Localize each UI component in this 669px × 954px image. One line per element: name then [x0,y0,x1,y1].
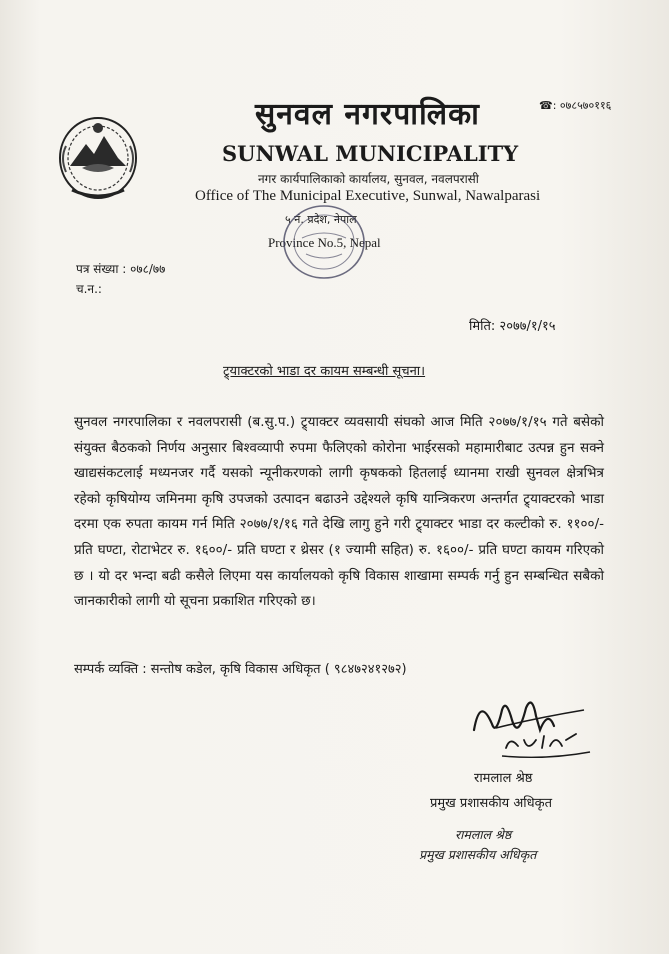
title-nepali: सुनवल नगरपालिका [255,97,480,132]
office-english: Office of The Municipal Executive, Sunwal, Nawalparasi [195,188,541,204]
notice-body: सुनवल नगरपालिका र नवलपरासी (ब.सु.प.) ट्र्याक्टर व्यवसायी संघको आज मिति २०७७/१/१५ गते बसेको संयुक्त बैठकको निर्णय अनुसार बिश्वव्यापी रुपमा फैलिएको कोरोना भाईरसको महामारीबाट उत्पन्न हुन सक्ने खाद्यसंकटलाई मध्यनजर गर्दै यसको न्यूनीकरणको लागी कृषकको हितलाई ध्यानमा राखी सुनवल क्षेत्रभित्र रहेको कृषियोग्य जमिनमा कृषि उपजको उत्पादन बढाउने उद्देश्यले कृषि यान्त्रिकरण अन्तर्गत ट्र्याक्टरको भाडा दरमा एक रुपता कायम गर्न मिति २०७७/१/१६ गते देखि लागु हुने गरी ट्र्याक्टर भाडा दर कल्टीको रु. ११००/- प्रति घण्टा, रोटाभेटर रु. १६००/- प्रति घण्टा र थ्रेसर (१ ज्यामी सहित) रु. १६००/- प्रति घण्टा कायम गरिएको छ । यो दर भन्दा बढी कसैले लिएमा यस कार्यालयको कृषि विकास शाखामा सम्पर्क गर्नु हुन सम्बन्धित सबैको जानकारीको लागी यो सूचना प्रकाशित गरिएको छ। [74,414,604,610]
signatory-name: रामलाल श्रेष्ठ [474,771,533,786]
office-nepali: नगर कार्यपालिकाको कार्यालय, सुनवल, नवलपरासी [258,172,479,186]
contact-person: सम्पर्क व्यक्ति : सन्तोष कडेल, कृषि विकास अधिकृत ( ९८४७२४१२७२) [74,662,407,677]
notice-subject: ट्र्याक्टरको भाडा दर कायम सम्बन्धी सूचना। [223,364,426,379]
stamp-signatory-role: प्रमुख प्रशासकीय अधिकृत [419,847,537,862]
nepal-emblem-icon [52,106,144,206]
province-english: Province No.5, Nepal [268,235,381,250]
dispatch-number: च.न.: [76,282,102,296]
office-seal-stamp [272,198,368,284]
signatory-role: प्रमुख प्रशासकीय अधिकृत [430,796,553,811]
province-nepali: ५ नं. प्रदेश, नेपाल [285,213,357,226]
handwritten-signature [466,690,606,762]
title-english: SUNWAL MUNICIPALITY [222,141,519,166]
stamp-signatory-name: रामलाल श्रेष्ठ [455,827,512,842]
letter-date: मिति: २०७७/१/१५ [469,319,556,334]
letter-number: पत्र संख्या : ०७८/७७ [76,262,166,276]
phone-number: ☎: ०७८५७०११६ [539,99,612,112]
